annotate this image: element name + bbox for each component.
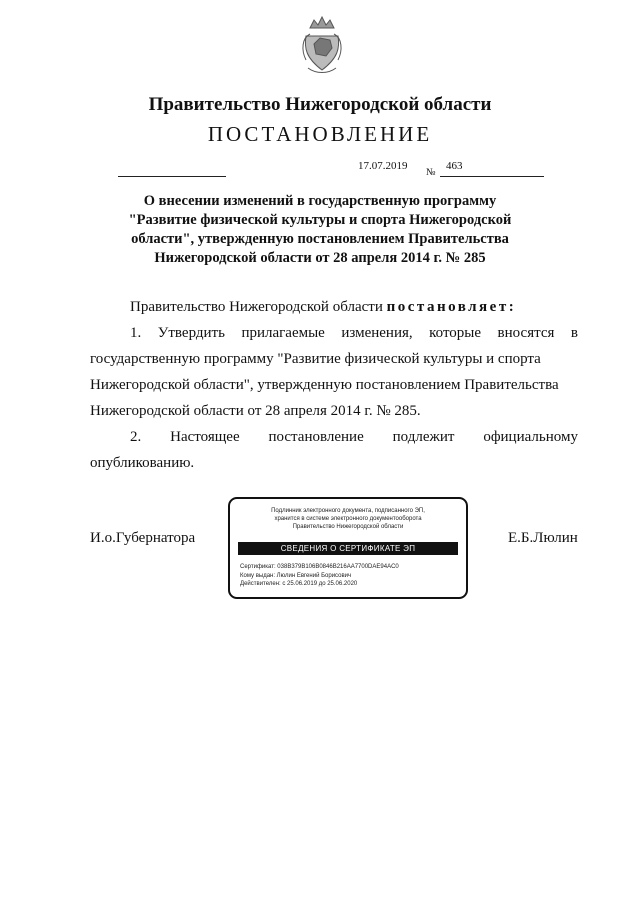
signer-name: Е.Б.Люлин [508, 530, 578, 546]
paragraph-line: опубликованию. [90, 455, 195, 471]
blank-line [118, 176, 226, 177]
word: подлежит [392, 429, 455, 445]
resolution-intro [90, 294, 578, 320]
paragraph-line [90, 424, 578, 450]
intro-verb: постановляет: [386, 299, 517, 315]
document-date: 17.07.2019 [358, 160, 408, 172]
paragraph-line: Нижегородской области", утвержденную постановлением Правительства [90, 377, 559, 393]
word: изменения, [341, 325, 413, 341]
certificate-bar: СВЕДЕНИЯ О СЕРТИФИКАТЕ ЭП [238, 542, 458, 555]
certificate-header [230, 507, 466, 531]
signature-certificate-stamp [228, 497, 468, 599]
word: которые [429, 325, 482, 341]
certificate-header-line: Правительство Нижегородской области [292, 524, 404, 530]
intro-text: Правительство Нижегородской области [130, 299, 387, 315]
paragraph-2 [90, 424, 578, 476]
certificate-owner: Кому выдан: Люлин Евгений Борисович [240, 572, 352, 579]
certificate-info [240, 563, 399, 589]
word: прилагаемые [241, 325, 325, 341]
subject-line: области", утвержденную постановлением Правительства [131, 231, 509, 247]
subject-line: "Развитие физической культуры и спорта Нижегородской [128, 212, 512, 228]
organization-title: Правительство Нижегородской области [148, 94, 492, 115]
word: официальному [483, 429, 578, 445]
signer-position: И.о.Губернатора [90, 530, 196, 546]
certificate-header-line: Подлинник электронного документа, подписанного ЭП, [271, 508, 425, 514]
word: в [570, 325, 578, 341]
certificate-header-line: хранится в системе электронного документооборота [274, 516, 422, 522]
number-label: № [426, 167, 436, 178]
word: постановление [268, 429, 364, 445]
word: Настоящее [170, 429, 240, 445]
document-number: 463 [446, 160, 463, 172]
subject-line: Нижегородской области от 28 апреля 2014 г. № 285 [154, 250, 486, 266]
subject-line: О внесении изменений в государственную программу [143, 193, 497, 209]
nizhny-novgorod-coat-of-arms-icon [300, 14, 344, 76]
document-type: ПОСТАНОВЛЕНИЕ [207, 122, 433, 146]
paragraph-line: Нижегородской области от 28 апреля 2014 г. № 285. [90, 403, 421, 419]
paragraph-line: государственную программу "Развитие физической культуры и спорта [90, 351, 541, 367]
paragraph-1 [90, 320, 578, 424]
word: 1. [130, 325, 142, 341]
certificate-serial: Сертификат: 038B379B106B0846B216AA7700DAE94AC0 [240, 564, 399, 570]
word: вносятся [497, 325, 555, 341]
word: 2. [130, 429, 142, 445]
document-subject [120, 192, 520, 268]
word: Утвердить [157, 325, 225, 341]
number-underline [440, 176, 544, 177]
paragraph-line [90, 320, 578, 346]
certificate-validity: Действителен: с 25.06.2019 до 25.06.2020 [240, 581, 358, 587]
